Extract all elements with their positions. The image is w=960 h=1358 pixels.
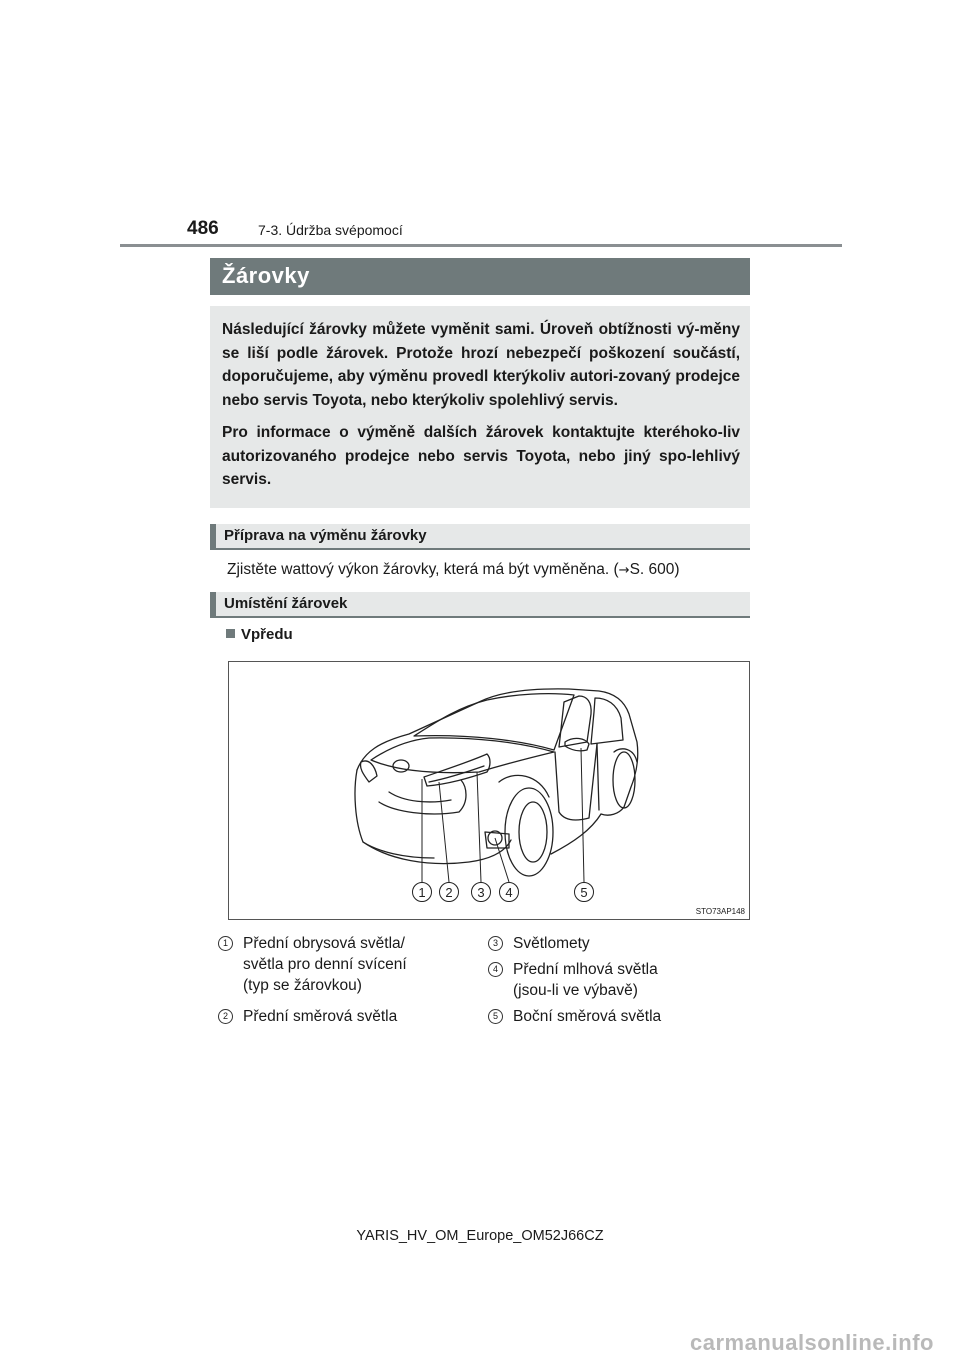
callout-3: 3 [477, 885, 485, 900]
legend-number: 3 [488, 936, 503, 951]
car-front-illustration [228, 661, 750, 920]
preparation-heading: Příprava na výměnu žárovky [210, 524, 750, 550]
legend-label: Přední mlhová světla (jsou-li ve výbavě) [513, 961, 658, 999]
page-reference-arrow: → [618, 563, 630, 578]
door-line [555, 744, 597, 820]
legend-number: 5 [488, 1009, 503, 1024]
front-subheading-label: Vpředu [241, 626, 293, 643]
legend-number: 4 [488, 962, 503, 977]
page-number: 486 [187, 218, 219, 239]
intro-paragraph-2: Pro informace o výměně dalších žárovek kontaktujte kteréhoko-liv autorizovaného prodejce nebo servis Toyota, nebo jiný spo-lehlivý servis. [222, 424, 740, 488]
left-headlamp [360, 761, 377, 782]
legend-number: 2 [218, 1009, 233, 1024]
section-path: 7-3. Údržba svépomocí [258, 222, 403, 238]
preparation-text [227, 561, 680, 579]
callout-5: 5 [580, 885, 588, 900]
footer-document-id: YARIS_HV_OM_Europe_OM52J66CZ [356, 1228, 604, 1244]
figure-code: STO73AP148 [695, 907, 745, 916]
legend-item [218, 933, 468, 996]
legend-item [488, 959, 748, 1001]
side-window-rear [591, 698, 623, 744]
emblem [393, 760, 409, 772]
legend-item [488, 1006, 748, 1027]
legend-number: 1 [218, 936, 233, 951]
legend-label: Přední směrová světla [243, 1008, 398, 1025]
page-reference-link[interactable]: S. 600) [629, 561, 680, 578]
callout-2: 2 [445, 885, 453, 900]
legend-left-column [218, 933, 468, 1037]
intro-box [210, 306, 750, 508]
legend-label: Přední obrysová světla/ světla pro denní svícení (typ se žárovkou) [243, 935, 407, 994]
front-wheel [505, 788, 553, 876]
legend-label: Boční směrová světla [513, 1008, 662, 1025]
legend-item [488, 933, 748, 954]
intro-paragraph-1: Následující žárovky můžete vyměnit sami. Úroveň obtížnosti vý-měny se liší podle žárovek. Protože hrozí nebezpečí poškození součástí, doporučujeme, aby výměnu provedl kterýkoliv autori-zovaný prodejce nebo servis Toyota, nebo kterýkoliv spolehlivý servis. [222, 321, 740, 409]
callout-1: 1 [418, 885, 426, 900]
square-bullet-icon [226, 629, 235, 638]
legend-right-column [488, 933, 748, 1037]
windshield [414, 694, 574, 750]
side-mirror [565, 738, 589, 750]
watermark: carmanualsonline.info [690, 1330, 934, 1355]
location-heading: Umístění žárovek [210, 592, 750, 618]
legend-label: Světlomety [513, 935, 590, 952]
legend-item [218, 1006, 468, 1027]
callout-4: 4 [505, 885, 513, 900]
rear-wheel [613, 752, 635, 808]
car-drawing [229, 662, 749, 919]
front-subheading [226, 626, 293, 643]
header-divider [120, 244, 842, 247]
page-title: Žárovky [210, 258, 750, 295]
preparation-text-body: Zjistěte wattový výkon žárovky, která má být vyměněna. ( [227, 561, 619, 578]
